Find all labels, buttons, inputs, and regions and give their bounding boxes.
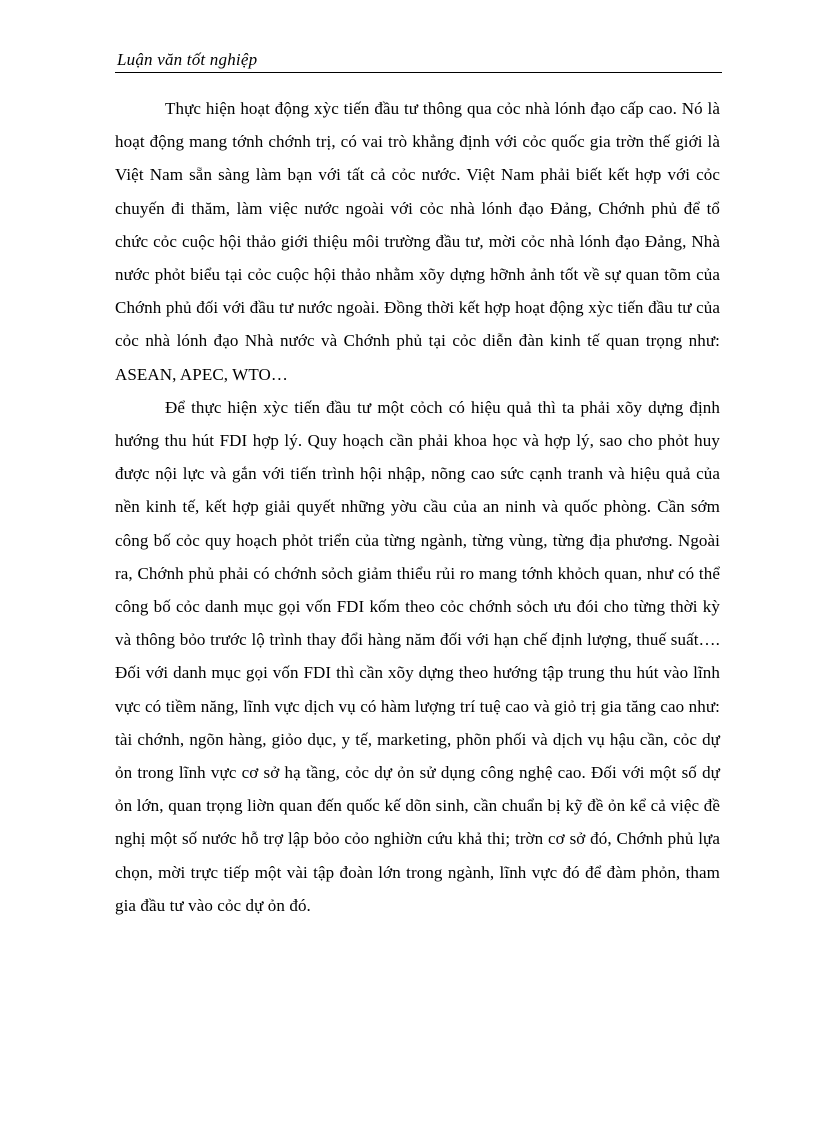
paragraph-1: Thực hiện hoạt động xỳc tiến đầu tư thông qua cỏc nhà lónh đạo cấp cao. Nó là hoạt động mang tớnh chớnh trị, có vai trò khẳng định với cỏc quốc gia trờn thế giới là Việt Nam sẵn sàng làm bạn với tất cả cỏc nước. Việt Nam phải biết kết hợp với cỏc chuyến đi thăm, làm việc nước ngoài với cỏc nhà lónh đạo Đảng, Chớnh phủ để tổ chức cỏc cuộc hội thảo giới thiệu môi trường đầu tư, mời cỏc nhà lónh đạo Đảng, Nhà nước phỏt biểu tại cỏc cuộc hội thảo nhằm xõy dựng hỡnh ảnh tốt về sự quan tõm của Chớnh phủ đối với đầu tư nước ngoài. Đồng thời kết hợp hoạt động xỳc tiến đầu tư của cỏc nhà lónh đạo Nhà nước và Chớnh phủ tại cỏc diễn đàn kinh tế quan trọng như: ASEAN, APEC, WTO… [115, 99, 720, 384]
header-title: Luận văn tốt nghiệp [117, 50, 258, 69]
paragraph-2: Để thực hiện xỳc tiến đầu tư một cỏch có hiệu quả thì ta phải xõy dựng định hướng thu hút FDI hợp lý. Quy hoạch cần phải khoa học và hợp lý, sao cho phỏt huy được nội lực và gắn với tiến trình hội nhập, nõng cao sức cạnh tranh và hiệu quả của nền kinh tế, kết hợp giải quyết những yờu cầu của an ninh và quốc phòng. Cần sớm công bố cỏc quy hoạch phỏt triển của từng ngành, từng vùng, từng địa phương. Ngoài ra, Chớnh phủ phải có chớnh sỏch giảm thiểu rủi ro mang tớnh khỏch quan, như có thể công bố cỏc danh mục gọi vốn FDI kốm theo cỏc chớnh sỏch ưu đói cho từng thời kỳ và thông bỏo trước lộ trình thay đổi hàng năm đối với hạn chế định lượng, thuế suất…. Đối với danh mục gọi vốn FDI thì cần xõy dựng theo hướng tập trung thu hút vào lĩnh vực có tiềm năng, lĩnh vực dịch vụ có hàm lượng trí tuệ cao và giỏ trị gia tăng cao như: tài chớnh, ngõn hàng, giỏo dục, y tế, marketing, phõn phối và dịch vụ hậu cần, cỏc dự ỏn trong lĩnh vực cơ sở hạ tầng, cỏc dự ỏn sử dụng công nghệ cao. Đối với một số dự ỏn lớn, quan trọng liờn quan đến quốc kế dõn sinh, cần chuẩn bị kỹ đề ỏn kể cả việc đề nghị một số nước hỗ trợ lập bỏo cỏo nghiờn cứu khả thi; trờn cơ sở đó, Chớnh phủ lựa chọn, mời trực tiếp một vài tập đoàn lớn trong ngành, lĩnh vực đó để đàm phỏn, tham gia đầu tư vào cỏc dự ỏn đó. [115, 397, 720, 915]
page-header [115, 48, 722, 73]
body-text [115, 92, 720, 922]
